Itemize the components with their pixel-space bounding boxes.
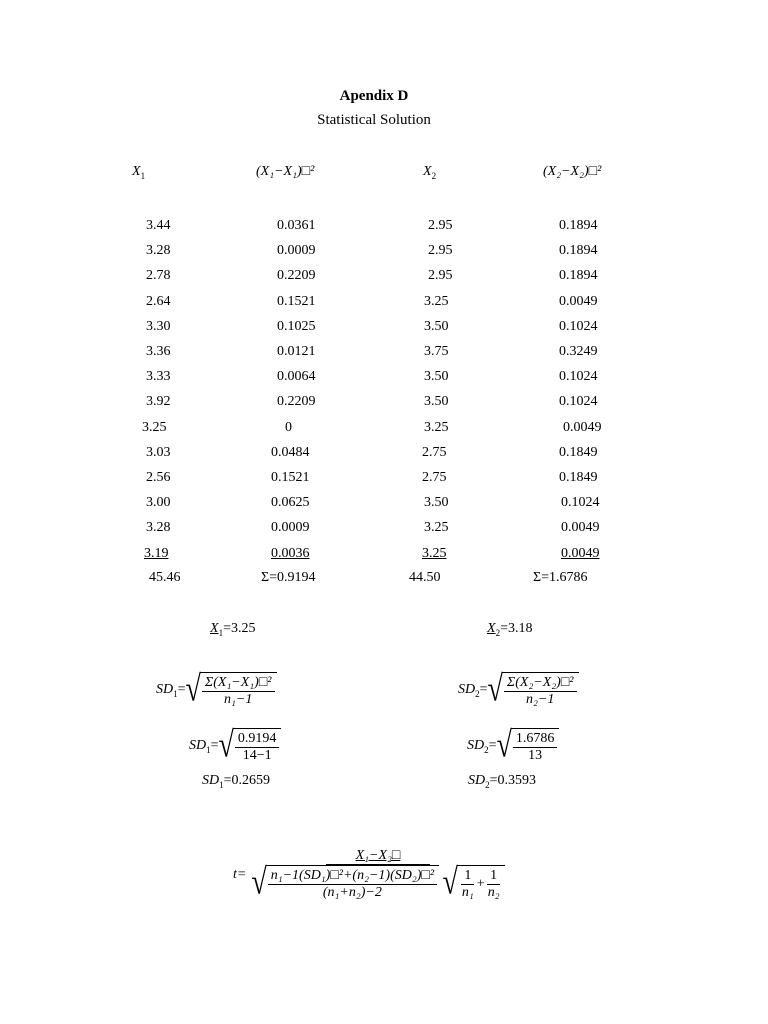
sd2-result: $SD_2=0.3593$ [468, 773, 537, 790]
col-header-dev1: (X₁−X₁)□² [256, 164, 315, 179]
sd2-formula: $SD_2=$ √ $\frac{\text{Σ(X₂−X₂)□²}}{\text{n₂−1}}$ [458, 672, 579, 708]
cell-d2: 0.1024 [559, 394, 598, 410]
cell-x1: 2.56 [146, 470, 171, 485]
cell-x2: 2.95 [428, 243, 453, 259]
cell-x1: 3.25 [142, 419, 167, 435]
page-subtitle: Statistical Solution [317, 112, 431, 128]
cell-x1: 3.28 [146, 520, 171, 536]
cell-x2: 3.50 [424, 369, 449, 385]
col-header-x2: $X_2$ [423, 164, 437, 181]
cell-x1: 3.19 [144, 545, 169, 561]
sd1-formula: $SD_1=$ √ $\frac{\text{Σ(X₁−X₁)□²}}{\text{n₁−1}}$ [156, 672, 277, 708]
cell-d2: 0.0049 [563, 419, 602, 435]
cell-x2: 3.50 [424, 495, 449, 511]
t-denominator: √ $\frac{\text{n₁−1(SD₁)□²+(n₂−1)(SD₂)□²}}{\text{(n₁+n₂)−2}}$ √ $\frac{1}{\text{n₁}}$ + $\frac{1}{\text{n₂}}$ [248, 865, 507, 901]
cell-x2: 3.75 [424, 344, 449, 359]
cell-x1: 2.78 [146, 268, 171, 284]
cell-x2: 3.25 [424, 520, 449, 536]
cell-d2: 0.1024 [561, 495, 600, 511]
cell-x1: 3.33 [146, 369, 171, 385]
total-dev2: Σ=1.6786 [533, 570, 588, 585]
cell-x2: 2.95 [428, 218, 453, 233]
cell-x2: 3.50 [424, 394, 449, 410]
cell-d1: 0.0009 [271, 520, 310, 536]
cell-d2: 0.1894 [559, 268, 598, 284]
total-x2: 44.50 [409, 570, 441, 585]
cell-d2: 0.1024 [559, 369, 598, 385]
cell-d2: 0.0049 [561, 545, 600, 561]
cell-d1: 0.0484 [271, 444, 310, 460]
sd1-numeric: $SD_1=$ √ $\frac{0.9194}{14-1}$ [189, 728, 281, 764]
cell-d2: 0.0049 [559, 293, 598, 309]
cell-x1: 2.64 [146, 293, 171, 309]
cell-d1: 0.0625 [271, 495, 310, 511]
cell-d1: 0.0121 [277, 344, 316, 359]
cell-d1: 0.1521 [271, 470, 310, 485]
cell-d2: 0.1894 [559, 243, 598, 259]
sd1-result: $SD_1=0.2659$ [202, 773, 271, 790]
t-label: t= [233, 866, 247, 882]
col-header-x1: $X_1$ [132, 164, 146, 181]
t-test-formula [233, 848, 508, 901]
cell-x2: 3.25 [424, 419, 449, 435]
cell-x1: 3.30 [146, 318, 171, 334]
cell-d1: 0.2209 [277, 268, 316, 284]
cell-x1: 3.28 [146, 243, 171, 259]
cell-x2: 3.25 [424, 293, 449, 309]
cell-d1: 0.1025 [277, 318, 316, 334]
cell-d2: 0.1849 [559, 470, 598, 485]
cell-x1: 3.92 [146, 394, 171, 410]
cell-x2: 2.75 [422, 444, 447, 460]
total-x1: 45.46 [149, 570, 181, 585]
cell-d1: 0.0064 [277, 369, 316, 385]
cell-x1: 3.03 [146, 444, 171, 460]
mean-x1: $X_1=3.25$ [210, 621, 256, 638]
page-title: Apendix D [339, 88, 409, 104]
mean-x2: $X_2=3.18$ [487, 621, 533, 638]
cell-x2: 2.75 [422, 470, 447, 485]
cell-d2: 0.1849 [559, 444, 598, 460]
cell-x2: 2.95 [428, 268, 453, 284]
sd2-numeric: $SD_2=$ √ $\frac{1.6786}{13}$ [467, 728, 559, 764]
total-dev1: Σ=0.9194 [261, 570, 316, 585]
cell-x1: 3.00 [146, 495, 171, 511]
cell-d1: 0.0009 [277, 243, 316, 259]
cell-x2: 3.25 [422, 545, 447, 561]
cell-d1: 0.1521 [277, 293, 316, 309]
cell-d2: 0.1894 [559, 218, 598, 233]
t-numerator: X₁−X₂□ [326, 848, 431, 865]
cell-d1: 0.0361 [277, 218, 316, 233]
cell-d2: 0.3249 [559, 344, 598, 359]
cell-d2: 0.1024 [559, 318, 598, 334]
cell-x1: 3.44 [146, 218, 171, 233]
cell-d1: 0.0036 [271, 545, 310, 561]
cell-x2: 3.50 [424, 318, 449, 334]
cell-x1: 3.36 [146, 344, 171, 359]
col-header-dev2: (X₂−X₂)□² [543, 164, 602, 179]
cell-d1: 0 [285, 419, 292, 435]
cell-d2: 0.0049 [561, 520, 600, 536]
cell-d1: 0.2209 [277, 394, 316, 410]
